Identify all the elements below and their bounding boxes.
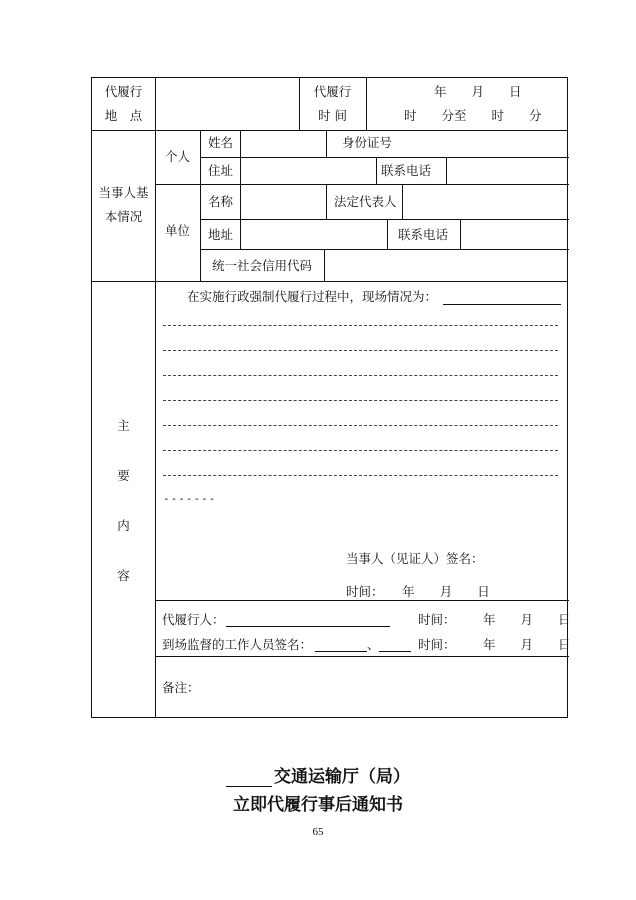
content-label-char-2: 要 [117,468,130,483]
content-line[interactable] [163,475,558,476]
rule-content-bottom [155,600,569,601]
ind-id-field[interactable] [392,131,568,156]
content-label-char-4: 容 [117,568,130,583]
content-line[interactable] [163,425,558,426]
unit-phone-field[interactable] [461,220,568,248]
location-label-2: 地 点 [104,108,143,123]
ind-phone-label: 联系电话 [381,163,432,178]
unit-name-field[interactable] [241,185,325,218]
time-label-2: 时 间 [318,108,347,123]
unit-credit-code-field[interactable] [325,250,568,280]
rule-sub-col [200,130,201,281]
executor-date[interactable]: 年 月 日 [483,612,571,627]
page-number: 65 [312,826,324,838]
unit-rep-label: 法定代表人 [334,194,397,209]
party-section-label-1: 当事人基 [98,185,149,200]
supervisor-time-label: 时间： [418,637,456,652]
content-line[interactable] [163,350,558,351]
content-line[interactable] [163,325,558,326]
executor-label: 代履行人： [162,612,225,627]
location-label-1: 代履行 [104,84,143,99]
rule-row1-b [366,78,367,130]
rule-unit-e [387,219,388,249]
party-signature-label: 当事人（见证人）签名： [346,551,484,566]
party-signature-time[interactable]: 时间： 年 月 日 [346,584,490,599]
executor-signature-blank[interactable] [226,626,390,627]
content-intro-blank[interactable] [443,304,561,305]
notice-title-text: 交通运输厅（局） [274,767,410,787]
notice-title-line1 [0,762,636,787]
rule-ind-b [326,130,327,157]
executor-time-label: 时间： [418,612,456,627]
party-section-label-2: 本情况 [104,209,143,224]
content-line[interactable] [163,375,558,376]
content-intro: 在实施行政强制代履行过程中，现场情况为： [187,289,438,304]
unit-rep-field[interactable] [403,185,568,218]
rule-unit-b [326,184,327,219]
supervisor-signature-blank-2[interactable] [379,651,411,652]
ind-address-field[interactable] [241,158,375,183]
supervisor-label: 到场监督的工作人员签名： [162,637,313,652]
supervisor-date[interactable]: 年 月 日 [483,637,571,652]
enforcement-record-form [91,77,571,718]
location-field[interactable] [156,79,298,129]
content-label-char-3: 内 [117,518,130,533]
content-label-char-1: 主 [117,418,130,433]
content-line[interactable] [163,400,558,401]
content-tail-dashes: ------- [163,492,217,505]
rule-party-bottom [92,281,567,282]
remarks-field[interactable] [210,658,566,716]
unit-address-field[interactable] [241,220,386,248]
rule-ind-d [376,157,377,184]
content-line[interactable] [163,450,558,451]
unit-address-label: 地址 [208,227,234,242]
unit-label: 单位 [164,223,190,238]
ind-name-field[interactable] [241,131,325,156]
ind-id-label: 身份证号 [342,135,393,150]
rule-sign-bottom [155,656,569,657]
supervisor-separator: 、 [367,637,380,652]
time-label-1: 代履行 [313,84,352,99]
rule-label-col [155,78,156,717]
ind-name-label: 姓名 [208,135,234,150]
unit-credit-code-label: 统一社会信用代码 [212,258,313,273]
supervisor-signature-blank-1[interactable] [315,651,367,652]
department-blank[interactable] [226,770,272,787]
unit-phone-label: 联系电话 [398,227,449,242]
unit-name-label: 名称 [208,194,234,209]
individual-label: 个人 [164,149,190,164]
time-date-line[interactable]: 年 月 日 [434,84,522,99]
notice-title-line2: 立即代履行事后通知书 [233,795,403,815]
ind-address-label: 住址 [208,163,234,178]
remarks-label: 备注： [162,680,200,695]
ind-phone-field[interactable] [447,158,568,183]
time-range-line[interactable]: 时 分至 时 分 [404,108,542,123]
